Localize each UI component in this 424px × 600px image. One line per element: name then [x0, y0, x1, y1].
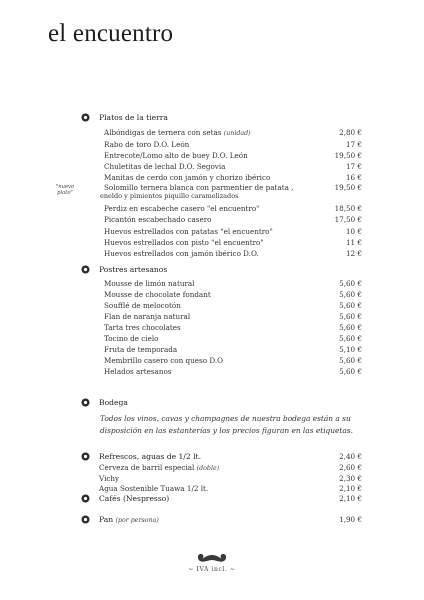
menu-item: Fruta de temporada 5,10 € — [104, 345, 362, 354]
section-bullet-icon — [81, 265, 90, 274]
menu-item-continuation: eneldo y pimientos piquillo caramelizados — [100, 192, 239, 200]
section-title-tierra: Platos de la tierra — [99, 113, 168, 122]
section-bullet-icon — [81, 113, 90, 122]
new-dish-note: "nuevo plato" — [55, 184, 75, 196]
menu-item: Cerveza de barril especial (doble) 2,60 € — [99, 463, 362, 472]
section-bullet-icon — [81, 515, 90, 524]
menu-item: Mousse de limón natural 5,60 € — [104, 279, 362, 288]
restaurant-title: el encuentro — [48, 20, 174, 47]
section-title-postres: Postres artesanos — [99, 265, 168, 274]
bodega-description: Todos los vinos, cavas y champagnes de nuestra bodega están a su disposición en las estanterías y los precios figuran en las etiquetas. — [100, 414, 353, 435]
menu-item: Huevos estrellados con pisto "el encuentro" 11 € — [104, 238, 362, 247]
menu-item: Tocino de cielo 5,60 € — [104, 334, 362, 343]
menu-item: Huevos estrellados con patatas "el encuentro" 10 € — [104, 227, 362, 236]
menu-item: Albóndigas de ternera con setas (unidad) 2,80 € — [104, 128, 362, 137]
section-bullet-icon — [81, 494, 90, 503]
menu-item: Tarta tres chocolates 5,60 € — [104, 323, 362, 332]
menu-item: Membrillo casero con queso D.O 5,60 € — [104, 356, 362, 365]
menu-item: Huevos estrellados con jamón ibérico D.O. 12 € — [104, 249, 362, 258]
menu-item: Solomillo ternera blanca con parmentier de patata , 19,50 € — [104, 183, 362, 192]
menu-item: Flan de naranja natural 5,60 € — [104, 312, 362, 321]
menu-item: Chuletitas de lechal D.O. Segovia 17 € — [104, 162, 362, 171]
menu-item: Agua Sostenible Tuawa 1/2 lt. 2,10 € — [99, 484, 362, 493]
footer-iva: ~ IVA incl. ~ — [188, 566, 236, 573]
menu-item: Helados artesanos 5,60 € — [104, 367, 362, 376]
menu-item: Entrecote/Lomo alto de buey D.O. León 19,50 € — [104, 151, 362, 160]
menu-item: Manitas de cerdo con jamón y chorizo ibérico 16 € — [104, 173, 362, 182]
section-bullet-icon — [81, 452, 90, 461]
section-row-refrescos: Refrescos, aguas de 1/2 lt. 2,40 € — [99, 452, 362, 461]
section-row-pan: Pan (por persona) 1,90 € — [99, 515, 362, 524]
menu-item: Picantón escabechado casero 17,50 € — [104, 215, 362, 224]
menu-item: Perdiz en escabeche casero "el encuentro" 18,50 € — [104, 204, 362, 213]
menu-item: Rabo de toro D.O. León 17 € — [104, 140, 362, 149]
menu-item: Mousse de chocolate fondant 5,60 € — [104, 290, 362, 299]
section-row-cafes: Cafés (Nespresso) 2,10 € — [99, 494, 362, 503]
section-bullet-icon — [81, 398, 90, 407]
section-title-bodega: Bodega — [99, 398, 128, 407]
menu-item: Vichy 2,30 € — [99, 474, 362, 483]
menu-item: Soufflé de melocotón 5,60 € — [104, 301, 362, 310]
